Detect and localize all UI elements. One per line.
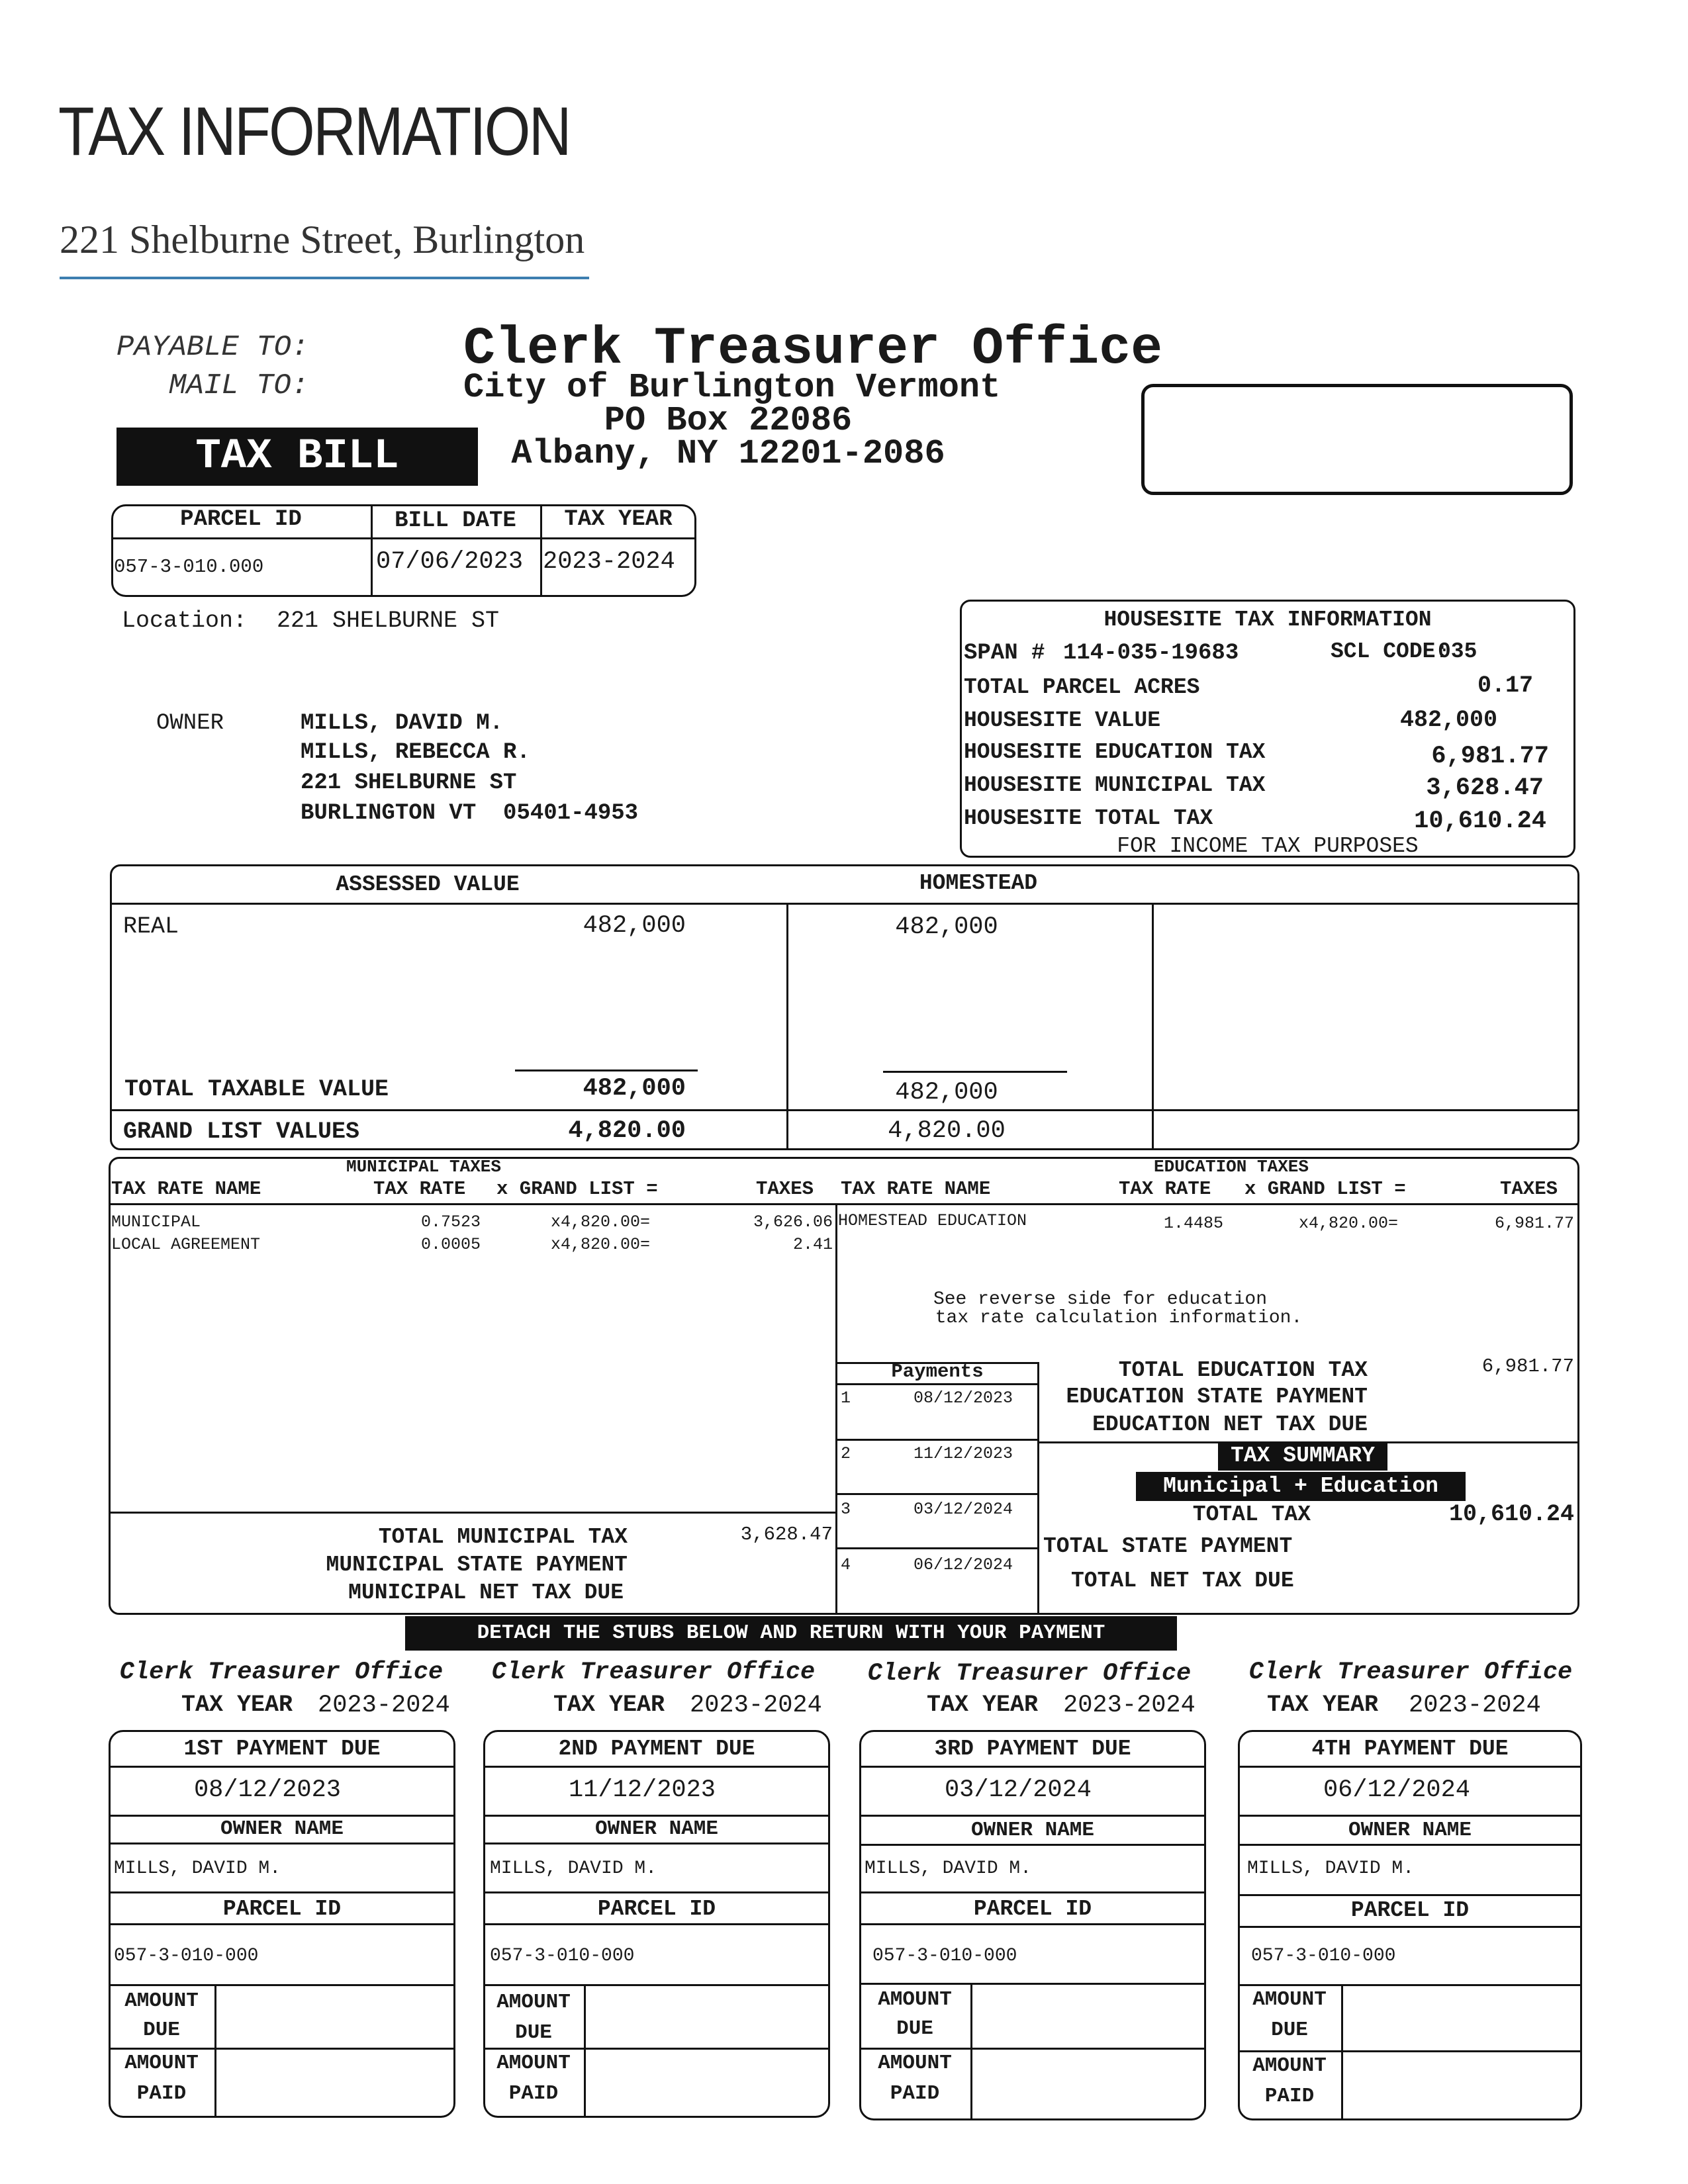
- total-municipal-value: 3,628.47: [740, 1524, 833, 1545]
- payments-title-line: [835, 1383, 1039, 1385]
- stub-line: [1238, 1984, 1582, 1986]
- stub-line: [1238, 1844, 1582, 1846]
- total-education-label: TOTAL EDUCATION TAX: [1118, 1358, 1368, 1383]
- stub-line: [859, 2048, 1206, 2050]
- stub-due-label: 4TH PAYMENT DUE: [1311, 1737, 1509, 1761]
- stub-line: [109, 1984, 455, 1986]
- stub-line: [483, 1766, 830, 1768]
- education-h-grand: x GRAND LIST =: [1244, 1178, 1406, 1200]
- housesite-row-value: 482,000: [1399, 707, 1497, 733]
- stub-due-date: 11/12/2023: [568, 1776, 716, 1804]
- municipal-row-grand: x4,820.00=: [551, 1235, 651, 1254]
- stub-amount-paid: PAID: [508, 2082, 559, 2105]
- scl-code-value: 035: [1438, 639, 1477, 664]
- stub-line: [109, 1891, 455, 1893]
- stub-line: [483, 1843, 830, 1844]
- stub-owner-label: OWNER NAME: [594, 1817, 719, 1841]
- stub-tax-year-label: TAX YEAR: [1267, 1692, 1379, 1718]
- stub-owner-label: OWNER NAME: [220, 1817, 344, 1841]
- stub-tax-year-label: TAX YEAR: [927, 1692, 1039, 1718]
- owner-line-4: BURLINGTON VT 05401-4953: [301, 801, 639, 826]
- stub-amount-label: AMOUNT: [1252, 1988, 1327, 2011]
- education-h-name: TAX RATE NAME: [841, 1178, 991, 1200]
- stub-amount-label: AMOUNT: [1252, 2054, 1327, 2077]
- stub-line: [109, 1815, 455, 1817]
- total-taxable-homestead: 482,000: [895, 1079, 998, 1107]
- housesite-row-label: HOUSESITE EDUCATION TAX: [964, 740, 1266, 764]
- stub-due-date: 03/12/2024: [944, 1776, 1092, 1804]
- stub-line: [483, 2048, 830, 2050]
- stub-line: [859, 1891, 1206, 1893]
- amount-due-field[interactable]: [217, 1987, 453, 2045]
- housesite-row-label: TOTAL PARCEL ACRES: [964, 675, 1200, 700]
- municipal-h-rate: TAX RATE: [373, 1178, 466, 1200]
- stub-due-label: 3RD PAYMENT DUE: [934, 1737, 1131, 1761]
- location-value: 221 SHELBURNE ST: [277, 608, 500, 634]
- tax-bill-badge: TAX BILL: [117, 428, 478, 486]
- payments-line-1: [835, 1439, 1039, 1441]
- amount-due-field[interactable]: [586, 1987, 827, 2045]
- municipal-row-rate: 0.7523: [420, 1212, 481, 1232]
- stub-line: [859, 1923, 1206, 1925]
- stub-amount-sep: [584, 1984, 586, 2118]
- assessed-sep-1: [786, 903, 788, 1150]
- education-note-1: See reverse side for education: [933, 1289, 1268, 1310]
- stub-owner: MILLS, DAVID M.: [1247, 1858, 1415, 1879]
- stub-amount-due: DUE: [515, 2021, 552, 2044]
- address-underline: [60, 277, 589, 279]
- stub-amount-paid: PAID: [890, 2082, 940, 2105]
- total-state-payment-label: TOTAL STATE PAYMENT: [1043, 1534, 1293, 1559]
- stub-owner: MILLS, DAVID M.: [114, 1858, 281, 1879]
- parcel-id-label: PARCEL ID: [180, 507, 302, 532]
- grand-list-label: GRAND LIST VALUES: [123, 1118, 360, 1145]
- span-label: SPAN #: [964, 641, 1045, 666]
- owner-line-3: 221 SHELBURNE ST: [301, 770, 517, 796]
- stub-parcel: 057-3-010-000: [1251, 1946, 1396, 1966]
- municipal-h-name: TAX RATE NAME: [111, 1178, 261, 1200]
- tax-year-value: 2023-2024: [543, 548, 675, 576]
- assessed-grand-line: [110, 1109, 1579, 1111]
- stub-due-label: 1ST PAYMENT DUE: [183, 1737, 381, 1761]
- housesite-footer: FOR INCOME TAX PURPOSES: [1117, 834, 1419, 858]
- stub-amount-due: DUE: [143, 2019, 180, 2042]
- education-h-rate: TAX RATE: [1119, 1178, 1211, 1200]
- municipal-state-label: MUNICIPAL STATE PAYMENT: [326, 1553, 628, 1577]
- stub-amount-paid: PAID: [136, 2082, 187, 2105]
- stub-tax-year-label: TAX YEAR: [553, 1692, 665, 1718]
- stub-line: [483, 1984, 830, 1986]
- real-homestead: 482,000: [895, 913, 998, 941]
- stub-tax-year: 2023-2024: [1063, 1692, 1196, 1719]
- grand-list-homestead: 4,820.00: [888, 1117, 1006, 1145]
- payment-date: 08/12/2023: [914, 1388, 1013, 1408]
- stub-amount-paid: PAID: [1264, 2085, 1315, 2108]
- stub-amount-due: DUE: [1271, 2019, 1308, 2042]
- payment-date: 06/12/2024: [914, 1555, 1013, 1574]
- assessed-header-line: [110, 903, 1579, 905]
- municipal-row-rate: 0.0005: [420, 1235, 481, 1254]
- office-po-box: PO Box 22086: [604, 401, 853, 440]
- total-net-tax-label: TOTAL NET TAX DUE: [1071, 1569, 1294, 1593]
- stub-line: [109, 1923, 455, 1925]
- address-window: [1141, 384, 1573, 495]
- owner-line-2: MILLS, REBECCA R.: [301, 740, 530, 765]
- stub-tax-year: 2023-2024: [1409, 1692, 1541, 1719]
- location-label: Location:: [122, 608, 248, 634]
- stub-parcel-label: PARCEL ID: [597, 1897, 716, 1921]
- office-city: City of Burlington Vermont: [463, 368, 1001, 407]
- stub-line: [109, 1843, 455, 1844]
- education-net-label: EDUCATION NET TAX DUE: [1092, 1412, 1368, 1437]
- municipal-section-title: MUNICIPAL TAXES: [346, 1157, 502, 1177]
- stub-owner-label: OWNER NAME: [1348, 1819, 1472, 1842]
- payment-number: 4: [841, 1555, 851, 1574]
- stub-line: [109, 1766, 455, 1768]
- stub-amount-sep: [970, 1983, 972, 2120]
- stub-due-date: 08/12/2023: [193, 1776, 342, 1804]
- municipal-row-tax: 2.41: [792, 1235, 833, 1254]
- education-row-name: HOMESTEAD EDUCATION: [838, 1211, 1027, 1230]
- stub-office: Clerk Treasurer Office: [119, 1659, 444, 1686]
- payments-line-2: [835, 1493, 1039, 1495]
- total-education-value: 6,981.77: [1481, 1355, 1574, 1377]
- education-section-title: EDUCATION TAXES: [1153, 1157, 1309, 1177]
- office-name: Clerk Treasurer Office: [463, 319, 1163, 379]
- span-value: 114-035-19683: [1063, 641, 1239, 666]
- stub-amount-label: AMOUNT: [124, 1989, 199, 2013]
- stub-owner: MILLS, DAVID M.: [865, 1858, 1032, 1879]
- stub-line: [483, 1815, 830, 1817]
- stub-amount-sep: [1341, 1984, 1343, 2120]
- municipal-row-tax: 3,626.06: [753, 1212, 833, 1232]
- stub-line: [1238, 1815, 1582, 1817]
- payment-date: 03/12/2024: [914, 1500, 1013, 1519]
- housesite-row-label: HOUSESITE MUNICIPAL TAX: [964, 773, 1266, 797]
- stub-owner-label: OWNER NAME: [970, 1819, 1095, 1842]
- stub-line: [859, 1815, 1206, 1817]
- scl-code-label: SCL CODE:: [1331, 639, 1449, 664]
- stub-line: [483, 1923, 830, 1925]
- tax-summary-subtitle: Municipal + Education: [1136, 1472, 1466, 1501]
- grand-list-value: 4,820.00: [568, 1117, 686, 1145]
- stub-tax-year-label: TAX YEAR: [181, 1692, 293, 1718]
- stub-line: [859, 1844, 1206, 1846]
- municipal-net-label: MUNICIPAL NET TAX DUE: [348, 1580, 624, 1605]
- tax-year-label: TAX YEAR: [564, 507, 673, 532]
- municipal-row-name: MUNICIPAL: [111, 1212, 201, 1232]
- education-row-rate: 1.4485: [1164, 1214, 1224, 1233]
- stub-amount-label: AMOUNT: [878, 2052, 952, 2075]
- total-tax-value: 10,610.24: [1448, 1501, 1574, 1527]
- municipal-row-name: LOCAL AGREEMENT: [111, 1235, 261, 1254]
- education-state-label: EDUCATION STATE PAYMENT: [1066, 1385, 1368, 1409]
- stub-parcel-label: PARCEL ID: [973, 1897, 1092, 1921]
- payments-line-3: [835, 1547, 1039, 1549]
- housesite-title: HOUSESITE TAX INFORMATION: [1103, 608, 1432, 632]
- housesite-row-label: HOUSESITE TOTAL TAX: [964, 806, 1213, 831]
- housesite-row-value: 0.17: [1477, 672, 1533, 699]
- stub-amount-label: AMOUNT: [878, 1988, 952, 2011]
- payment-date: 11/12/2023: [914, 1444, 1013, 1463]
- stub-line: [483, 1891, 830, 1893]
- municipal-h-taxes: TAXES: [756, 1178, 814, 1200]
- office-city-zip: Albany, NY 12201-2086: [511, 434, 945, 473]
- mail-to-label: MAIL TO:: [169, 369, 309, 402]
- municipal-h-grand: x GRAND LIST =: [496, 1178, 658, 1200]
- payment-number: 3: [841, 1500, 851, 1519]
- stub-line: [859, 1983, 1206, 1985]
- total-taxable-value: 482,000: [583, 1075, 686, 1103]
- bill-date-label: BILL DATE: [395, 508, 516, 533]
- stub-parcel: 057-3-010-000: [114, 1946, 259, 1966]
- real-label: REAL: [123, 913, 179, 940]
- stub-tax-year: 2023-2024: [690, 1692, 822, 1719]
- amount-paid-field[interactable]: [1344, 2053, 1579, 2116]
- amount-paid-field[interactable]: [973, 2050, 1203, 2116]
- stub-line: [1238, 1894, 1582, 1896]
- stub-amount-due: DUE: [896, 2017, 933, 2040]
- education-note-2: tax rate calculation information.: [935, 1308, 1303, 1328]
- homestead-underline: [883, 1071, 1067, 1073]
- housesite-row-value: 6,981.77: [1431, 743, 1549, 770]
- stub-tax-year: 2023-2024: [318, 1692, 450, 1719]
- homestead-header: HOMESTEAD: [919, 871, 1038, 895]
- payable-to-label: PAYABLE TO:: [117, 331, 309, 364]
- stub-line: [109, 2048, 455, 2050]
- stub-line: [1238, 2050, 1582, 2052]
- tax-summary-title: TAX SUMMARY: [1218, 1441, 1387, 1471]
- stub-line: [859, 1766, 1206, 1768]
- real-value: 482,000: [583, 912, 686, 940]
- total-tax-label: TOTAL TAX: [1192, 1502, 1311, 1527]
- stub-office: Clerk Treasurer Office: [491, 1659, 816, 1686]
- education-h-taxes: TAXES: [1500, 1178, 1558, 1200]
- stub-amount-label: AMOUNT: [124, 2052, 199, 2075]
- real-underline: [515, 1069, 698, 1071]
- page-title: TAX INFORMATION: [58, 93, 570, 170]
- stub-parcel-label: PARCEL ID: [1350, 1898, 1470, 1923]
- total-municipal-label: TOTAL MUNICIPAL TAX: [378, 1525, 628, 1549]
- stub-parcel: 057-3-010-000: [872, 1946, 1017, 1966]
- stub-owner: MILLS, DAVID M.: [490, 1858, 657, 1879]
- amount-paid-field[interactable]: [217, 2050, 453, 2114]
- municipal-row-grand: x4,820.00=: [551, 1212, 651, 1232]
- owner-label: OWNER: [156, 711, 224, 736]
- payment-number: 1: [841, 1388, 851, 1408]
- housesite-row-value: 3,628.47: [1426, 774, 1544, 802]
- municipal-total-line: [109, 1512, 837, 1514]
- assessed-value-box: [110, 864, 1579, 1150]
- stub-office: Clerk Treasurer Office: [1248, 1659, 1573, 1686]
- stub-office: Clerk Treasurer Office: [867, 1660, 1192, 1688]
- detach-banner: DETACH THE STUBS BELOW AND RETURN WITH YOUR PAYMENT: [405, 1616, 1177, 1651]
- housesite-row-label: HOUSESITE VALUE: [964, 708, 1161, 733]
- payment-number: 2: [841, 1444, 851, 1463]
- total-taxable-label: TOTAL TAXABLE VALUE: [124, 1076, 389, 1103]
- parcel-id-value: 057-3-010.000: [114, 556, 264, 578]
- amount-paid-field[interactable]: [586, 2050, 827, 2114]
- bill-info-divider: [111, 537, 696, 539]
- education-row-grand: x4,820.00=: [1299, 1214, 1399, 1233]
- owner-line-1: MILLS, DAVID M.: [301, 711, 504, 736]
- stub-parcel-label: PARCEL ID: [222, 1897, 342, 1921]
- amount-due-field[interactable]: [973, 1985, 1203, 2045]
- bill-date-value: 07/06/2023: [376, 548, 524, 576]
- page-address: 221 Shelburne Street, Burlington: [60, 218, 585, 261]
- stub-parcel: 057-3-010-000: [490, 1946, 635, 1966]
- taxes-header-line: [109, 1203, 1579, 1205]
- stub-amount-label: AMOUNT: [496, 2052, 571, 2075]
- assessed-value-header: ASSESSED VALUE: [336, 872, 520, 897]
- assessed-sep-2: [1152, 903, 1154, 1150]
- payments-title: Payments: [891, 1361, 984, 1383]
- stub-due-label: 2ND PAYMENT DUE: [558, 1737, 755, 1761]
- stub-line: [1238, 1766, 1582, 1768]
- stub-amount-label: AMOUNT: [496, 1991, 571, 2014]
- stub-amount-sep: [214, 1984, 216, 2118]
- amount-due-field[interactable]: [1344, 1987, 1579, 2048]
- stub-line: [1238, 1926, 1582, 1928]
- stub-due-date: 06/12/2024: [1323, 1776, 1471, 1804]
- housesite-row-value: 10,610.24: [1414, 807, 1546, 835]
- education-row-tax: 6,981.77: [1494, 1214, 1574, 1233]
